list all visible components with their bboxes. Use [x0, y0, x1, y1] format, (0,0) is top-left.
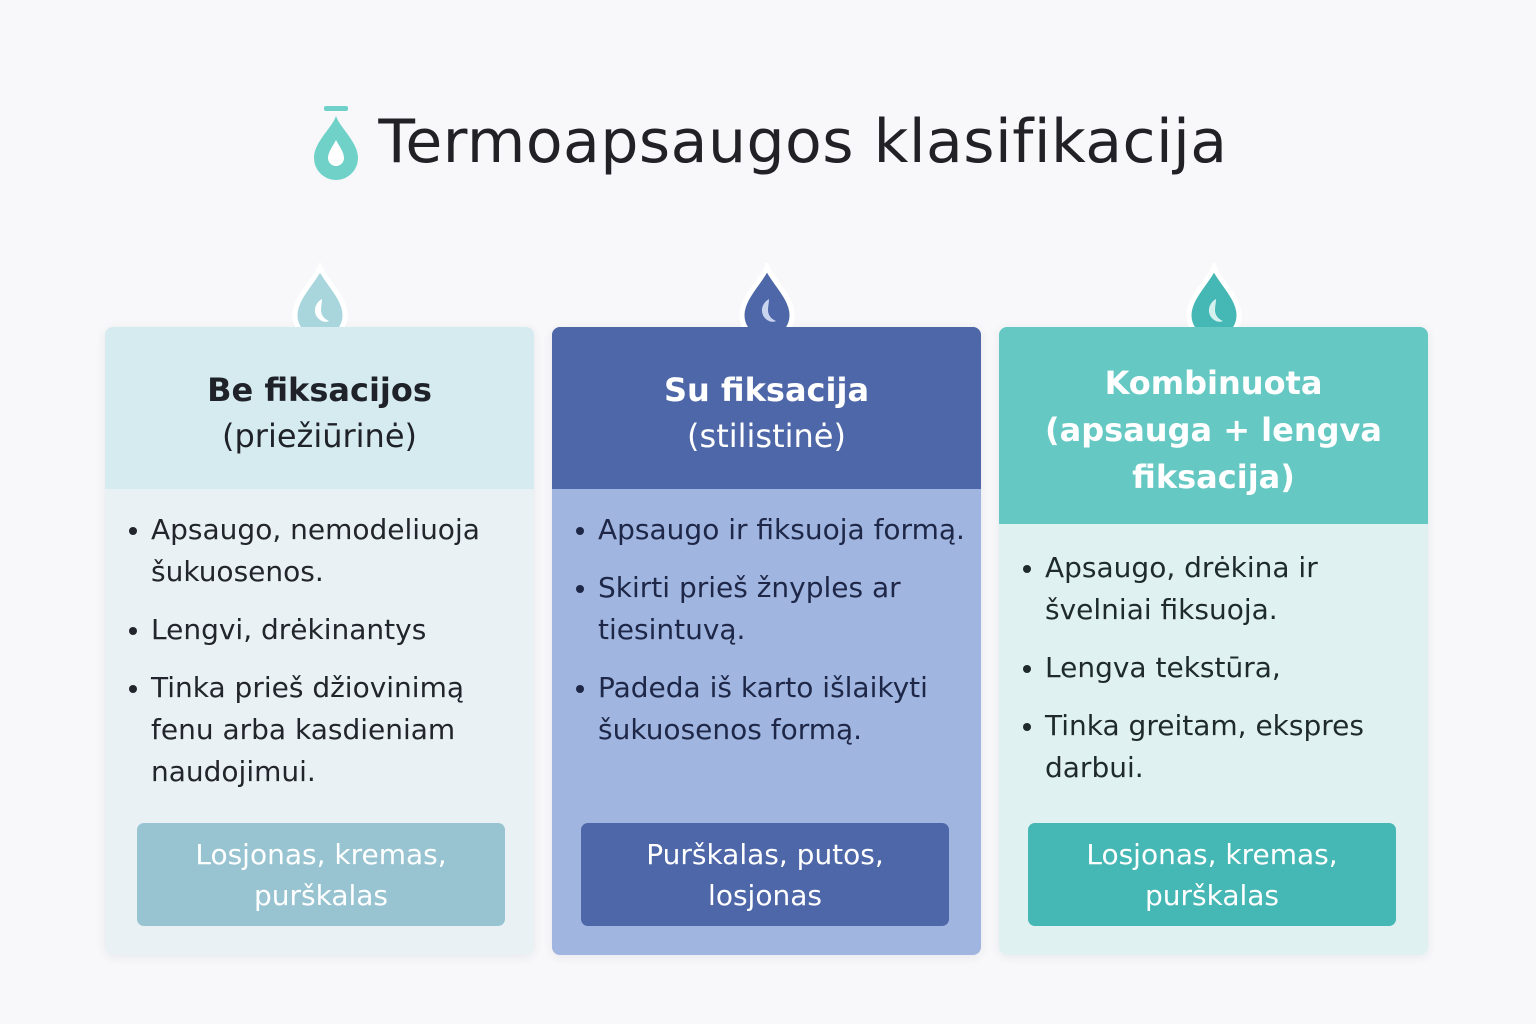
products-line: Losjonas, kremas,	[1086, 837, 1338, 871]
products-badge	[581, 823, 949, 926]
list-item: Apsaugo, drėkina ir švelniai fiksuoja.	[1021, 547, 1416, 631]
card-heading: Be fiksacijos	[207, 371, 432, 409]
card-subheading: (stilistinė)	[687, 417, 846, 455]
list-item: Lengva tekstūra,	[1021, 647, 1416, 689]
card-heading: Kombinuota	[1104, 364, 1323, 402]
products-badge	[137, 823, 505, 926]
card-heading: Su fiksacija	[663, 371, 870, 409]
list-item: Lengvi, drėkinantys	[127, 609, 522, 651]
bullet-list	[1021, 547, 1416, 805]
products-line: losjonas	[708, 878, 822, 912]
page-title: Termoapsaugos klasifikacija	[378, 107, 1228, 177]
bullet-list	[574, 509, 969, 767]
card-subheading: (apsauga + lengva	[1045, 411, 1382, 449]
bottle-drop-icon	[308, 102, 364, 182]
list-item: Skirti prieš žnyples ar tiesintuvą.	[574, 567, 969, 651]
card-be-fiksacijos	[105, 327, 534, 955]
title-row	[0, 92, 1536, 192]
products-badge	[1028, 823, 1396, 926]
card-kombinuota	[999, 327, 1428, 955]
card-header	[552, 327, 981, 489]
products-line: Losjonas, kremas,	[195, 837, 447, 871]
products-line: purškalas	[253, 878, 389, 912]
list-item: Tinka greitam, ekspres darbui.	[1021, 705, 1416, 789]
card-header	[105, 327, 534, 489]
card-su-fiksacija	[552, 327, 981, 955]
card-subheading: fiksacija)	[1132, 458, 1295, 496]
list-item: Tinka prieš džiovinimą fenu arba kasdieniam naudojimui.	[127, 667, 522, 793]
list-item: Padeda iš karto išlaikyti šukuosenos formą.	[574, 667, 969, 751]
list-item: Apsaugo ir fiksuoja formą.	[574, 509, 969, 551]
bullet-list	[127, 509, 522, 809]
list-item: Apsaugo, nemodeliuoja šukuosenos.	[127, 509, 522, 593]
card-header	[999, 327, 1428, 524]
products-line: purškalas	[1144, 878, 1280, 912]
card-subheading: (priežiūrinė)	[222, 417, 417, 455]
products-line: Purškalas, putos,	[646, 837, 884, 871]
